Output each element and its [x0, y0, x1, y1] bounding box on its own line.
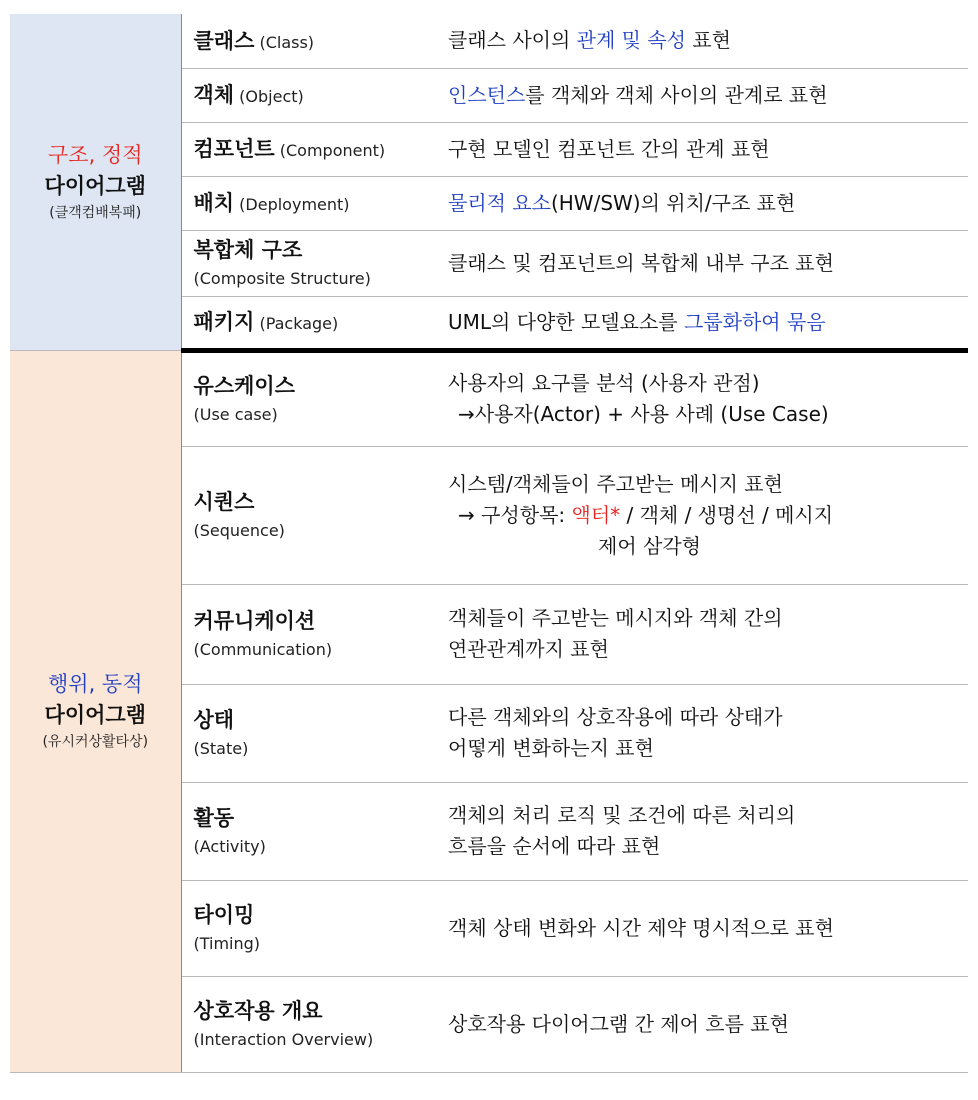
diagram-name-ko: 상태 [193, 707, 235, 732]
structure-group-cell [10, 14, 181, 350]
diagram-name-en: (Composite Structure) [193, 268, 371, 288]
diagram-name-cell [181, 296, 438, 350]
diagram-name-ko: 시퀀스 [193, 489, 255, 514]
diagram-name-en: (Object) [239, 87, 304, 106]
desc-line: 객체 상태 변화와 시간 제약 명시적으로 표현 [448, 915, 834, 940]
diagram-description [438, 296, 968, 350]
diagram-name-cell [181, 584, 438, 684]
desc-text: 구현 모델인 컴포넌트 간의 관계 표현 [448, 136, 770, 161]
diagram-name-ko: 배치 [193, 191, 235, 215]
diagram-description [438, 684, 968, 782]
diagram-name-ko: 타이밍 [193, 902, 255, 927]
diagram-name-cell [181, 14, 438, 68]
diagram-description [438, 176, 968, 230]
desc-line [448, 500, 968, 531]
diagram-name-en: (Timing) [193, 933, 261, 953]
desc-text: / 객체 / 생명선 / 메시지 [620, 502, 834, 527]
desc-line: 연관관계까지 표현 [448, 637, 609, 661]
diagram-description [438, 122, 968, 176]
diagram-description [438, 446, 968, 584]
behavior-group-mnemonic: (유시커상활타상) [42, 734, 149, 750]
diagram-name-cell [181, 684, 438, 782]
desc-text: 를 객체와 객체 사이의 관계로 표현 [525, 82, 828, 107]
behavior-group-title: 행위, 동적 [48, 672, 143, 696]
structure-group-mnemonic: (클객컴배복패) [49, 204, 142, 221]
diagram-name-ko: 클래스 [193, 28, 255, 53]
diagram-name-cell [181, 782, 438, 880]
diagram-description [438, 880, 968, 976]
diagram-name-cell [181, 976, 438, 1072]
desc-highlight-red: 액터* [571, 502, 621, 527]
diagram-name-en: (Interaction Overview) [193, 1029, 374, 1049]
desc-highlight: 관계 및 속성 [576, 28, 686, 53]
diagram-description [438, 230, 968, 296]
diagram-name-en: (Package) [259, 314, 339, 333]
diagram-name-cell [181, 350, 438, 446]
diagram-name-ko: 커뮤니케이션 [193, 608, 316, 633]
desc-line: 객체의 처리 로직 및 조건에 따른 처리의 [448, 803, 796, 827]
desc-highlight: 물리적 요소 [448, 190, 551, 215]
desc-line: →사용자(Actor) + 사용 사례 (Use Case) [458, 402, 829, 426]
diagram-name-en: (State) [193, 738, 249, 758]
desc-line: 상호작용 다이어그램 간 제어 흐름 표현 [448, 1011, 789, 1036]
desc-line: 시스템/객체들이 주고받는 메시지 표현 [448, 471, 783, 496]
diagram-name-en: (Class) [259, 32, 315, 52]
desc-highlight: 인스턴스 [448, 82, 526, 107]
diagram-description [438, 976, 968, 1072]
desc-line: 사용자의 요구를 분석 (사용자 관점) [448, 371, 760, 395]
diagram-name-en: (Sequence) [193, 520, 285, 540]
diagram-name-ko: 활동 [193, 805, 235, 830]
diagram-name-cell [181, 880, 438, 976]
diagram-name-en: (Use case) [193, 404, 278, 424]
diagram-name-cell [181, 176, 438, 230]
diagram-description [438, 350, 968, 446]
diagram-name-ko: 객체 [193, 83, 235, 107]
desc-line: 제어 삼각형 [598, 533, 701, 558]
diagram-name-en: (Communication) [193, 639, 333, 659]
desc-line: 객체들이 주고받는 메시지와 객체 간의 [448, 606, 783, 630]
diagram-description [438, 782, 968, 880]
table-row-use-case [10, 350, 968, 446]
desc-line: 어떻게 변화하는지 표현 [448, 736, 654, 760]
structure-group-title: 구조, 정적 [48, 142, 143, 167]
desc-text: → 구성항목: [458, 502, 572, 527]
uml-diagram-table [10, 14, 968, 1073]
behavior-group-cell [10, 350, 181, 1072]
diagram-name-cell [181, 446, 438, 584]
diagram-name-cell [181, 230, 438, 296]
structure-group-subtitle: 다이어그램 [44, 173, 146, 198]
desc-text: (HW/SW)의 위치/구조 표현 [550, 190, 796, 215]
diagram-name-ko: 컴포넌트 [193, 137, 275, 161]
diagram-description [438, 68, 968, 122]
desc-text: 표현 [685, 28, 731, 53]
diagram-name-ko: 유스케이스 [193, 373, 295, 398]
diagram-name-en: (Activity) [193, 836, 266, 856]
diagram-name-en: (Deployment) [239, 195, 350, 214]
diagram-name-cell [181, 68, 438, 122]
desc-line: 다른 객체와의 상호작용에 따라 상태가 [448, 705, 783, 729]
diagram-name-ko: 패키지 [193, 310, 255, 334]
diagram-description [438, 584, 968, 684]
diagram-name-ko: 상호작용 개요 [193, 998, 323, 1023]
behavior-group-subtitle: 다이어그램 [44, 703, 146, 727]
desc-text: UML의 다양한 모델요소를 [448, 309, 684, 334]
desc-text: 클래스 사이의 [448, 28, 577, 53]
diagram-name-cell [181, 122, 438, 176]
diagram-name-en: (Component) [279, 141, 386, 160]
desc-highlight: 그룹화하여 묶음 [684, 309, 826, 334]
diagram-name-ko: 복합체 구조 [193, 237, 303, 262]
desc-text: 클래스 및 컴포넌트의 복합체 내부 구조 표현 [448, 250, 834, 275]
diagram-description [438, 14, 968, 68]
table-row-class [10, 14, 968, 68]
desc-line: 흐름을 순서에 따라 표현 [448, 834, 661, 858]
